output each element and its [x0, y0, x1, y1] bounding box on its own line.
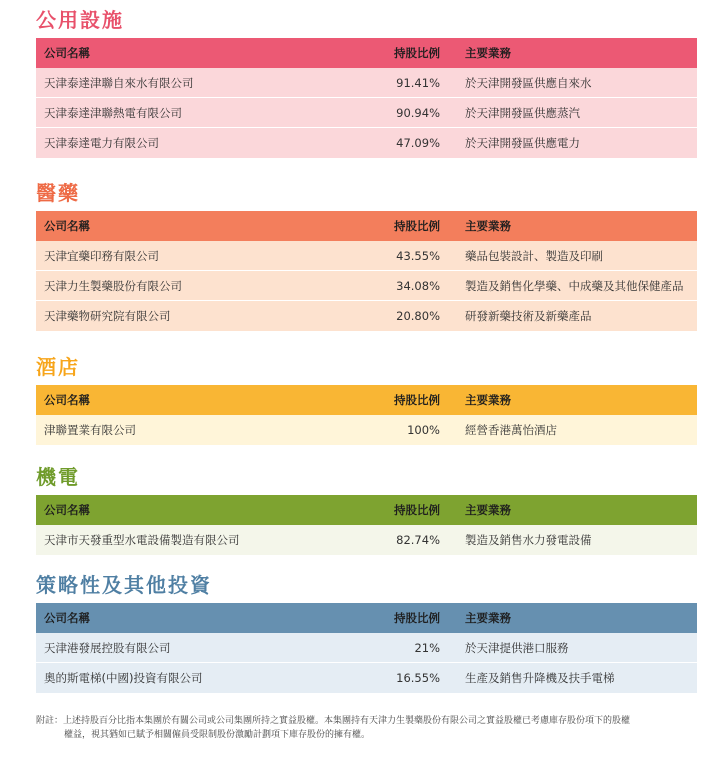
shareholding-percent: 21%	[414, 640, 440, 655]
table-row	[36, 68, 697, 98]
header-principal-business: 主要業務	[465, 503, 511, 517]
principal-business: 藥品包裝設計、製造及印刷	[465, 248, 603, 263]
shareholding-percent: 20.80%	[396, 309, 440, 323]
section-utilities	[36, 8, 697, 158]
footnote-line-2	[36, 728, 701, 742]
company-name: 天津泰達電力有限公司	[44, 136, 159, 150]
table-row	[36, 301, 697, 331]
shareholding-percent: 47.09%	[396, 136, 440, 150]
principal-business: 製造及銷售化學藥、中成藥及其他保健產品	[465, 278, 684, 293]
principal-business: 於天津開發區供應電力	[465, 136, 580, 150]
header-company-name: 公司名稱	[44, 219, 90, 233]
principal-business: 於天津開發區供應蒸汽	[465, 105, 580, 120]
header-company-name: 公司名稱	[44, 393, 90, 407]
footnote-text: 權益，視其猶如已賦予相關僱員受限制股份激勵計劃項下庫存股份的擁有權。	[64, 730, 371, 740]
table-header	[36, 495, 697, 525]
company-name: 津聯置業有限公司	[44, 423, 136, 437]
header-principal-business: 主要業務	[465, 46, 511, 60]
principal-business: 製造及銷售水力發電設備	[465, 533, 592, 547]
holdings-table	[36, 385, 697, 445]
principal-business: 研發新藥技術及新藥產品	[465, 309, 592, 323]
table-body	[36, 415, 697, 445]
table-header	[36, 385, 697, 415]
holdings-table	[36, 495, 697, 555]
section-title: 策略性及其他投資	[36, 573, 212, 597]
principal-business: 經營香港萬怡酒店	[465, 423, 557, 437]
header-shareholding: 持股比例	[394, 219, 440, 233]
footnote-label: 附註：	[36, 716, 64, 726]
section-title: 醫藥	[36, 181, 80, 205]
section-pharmaceutical	[36, 181, 697, 331]
company-name: 天津藥物研究院有限公司	[44, 309, 171, 323]
header-shareholding: 持股比例	[394, 46, 440, 60]
table-header	[36, 38, 697, 68]
table-row	[36, 415, 697, 445]
table-row	[36, 633, 697, 663]
shareholding-percent: 90.94%	[396, 105, 440, 120]
shareholding-percent: 100%	[407, 423, 440, 437]
header-company-name: 公司名稱	[44, 46, 90, 60]
section-electromechanical	[36, 465, 697, 555]
table-body	[36, 68, 697, 158]
holdings-table	[36, 211, 697, 331]
principal-business: 生產及銷售升降機及扶手電梯	[465, 671, 615, 685]
footnote	[36, 714, 701, 742]
table-body	[36, 633, 697, 693]
table-body	[36, 241, 697, 331]
table-row	[36, 241, 697, 271]
table-header	[36, 211, 697, 241]
company-name: 天津泰達津聯自來水有限公司	[44, 75, 194, 90]
header-principal-business: 主要業務	[465, 611, 511, 625]
table-header	[36, 603, 697, 633]
shareholding-percent: 91.41%	[396, 75, 440, 90]
holdings-table	[36, 603, 697, 693]
table-row	[36, 98, 697, 128]
shareholding-percent: 43.55%	[396, 248, 440, 263]
section-strategic-investments	[36, 573, 697, 693]
table-row	[36, 271, 697, 301]
header-principal-business: 主要業務	[465, 393, 511, 407]
table-body	[36, 525, 697, 555]
table-row	[36, 663, 697, 693]
company-name: 天津泰達津聯熱電有限公司	[44, 105, 182, 120]
header-shareholding: 持股比例	[394, 393, 440, 407]
company-name: 天津宜藥印務有限公司	[44, 248, 159, 263]
company-name: 奧的斯電梯(中國)投資有限公司	[44, 671, 203, 685]
header-shareholding: 持股比例	[394, 503, 440, 517]
footnote-text: 上述持股百分比指本集團於有關公司或公司集團所持之實益股權。本集團持有天津力生製藥股份有限公司之實益股權已考慮庫存股份項下的股權	[63, 716, 631, 726]
company-name: 天津力生製藥股份有限公司	[44, 278, 182, 293]
holdings-table	[36, 38, 697, 158]
footnote-line-1	[36, 714, 701, 728]
table-row	[36, 128, 697, 158]
header-principal-business: 主要業務	[465, 219, 511, 233]
section-title: 酒店	[36, 355, 80, 379]
principal-business: 於天津開發區供應自來水	[465, 75, 592, 90]
company-name: 天津市天發重型水電設備製造有限公司	[44, 533, 240, 547]
header-company-name: 公司名稱	[44, 503, 90, 517]
section-hotel	[36, 355, 697, 445]
principal-business: 於天津提供港口服務	[465, 640, 569, 655]
company-name: 天津港發展控股有限公司	[44, 640, 171, 655]
shareholding-percent: 34.08%	[396, 278, 440, 293]
header-company-name: 公司名稱	[44, 611, 90, 625]
section-title: 公用設施	[36, 8, 124, 32]
section-title: 機電	[36, 465, 80, 489]
shareholding-percent: 82.74%	[396, 533, 440, 547]
header-shareholding: 持股比例	[394, 611, 440, 625]
shareholding-percent: 16.55%	[396, 671, 440, 685]
table-row	[36, 525, 697, 555]
